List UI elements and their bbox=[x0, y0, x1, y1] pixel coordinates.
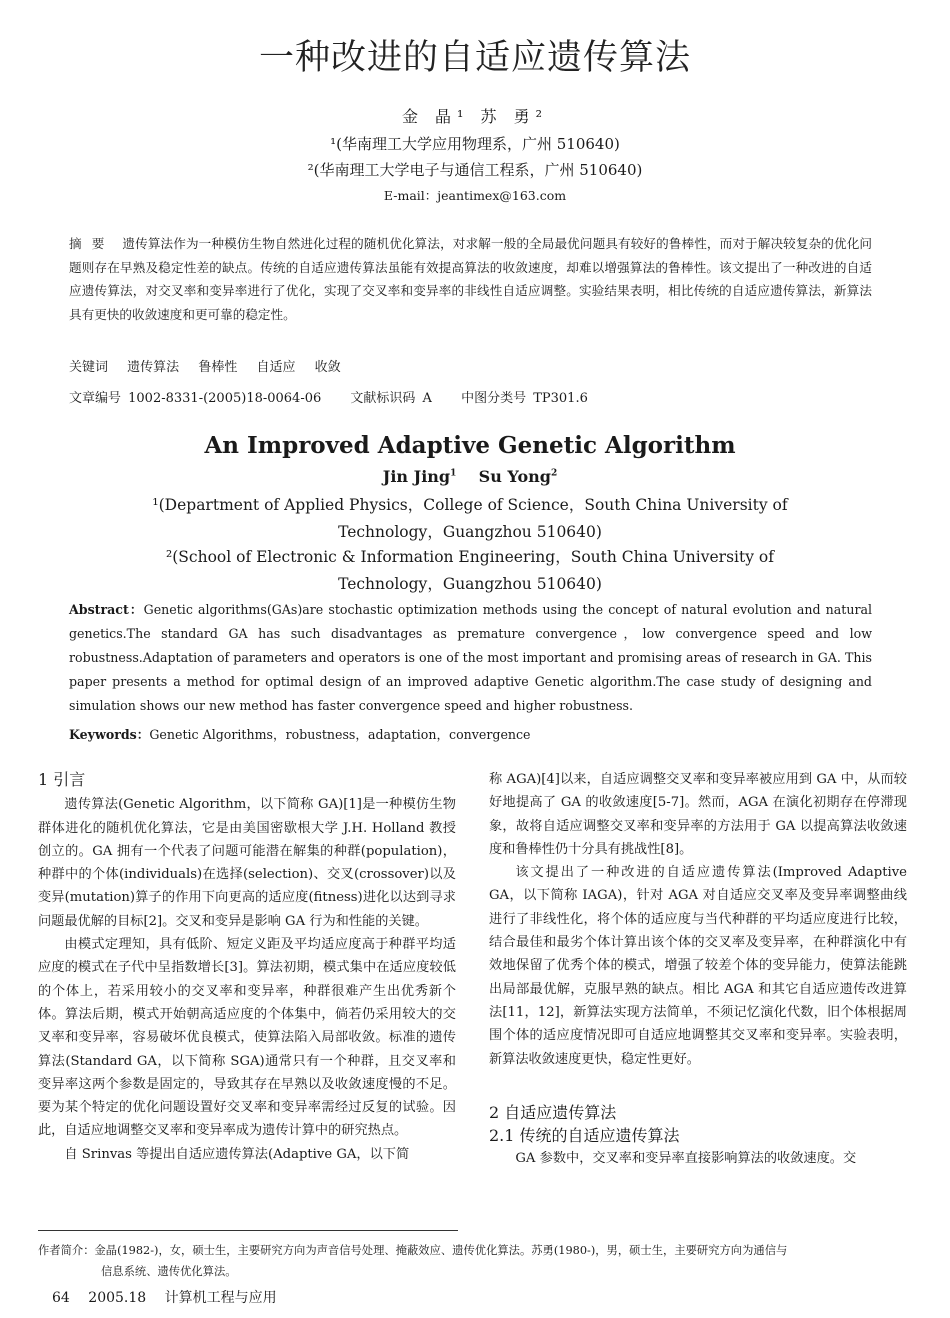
authors-chinese: 金 晶¹ 苏 勇² bbox=[401, 107, 549, 126]
author-footnote bbox=[38, 1240, 912, 1282]
affiliation-2-chinese: ²(华南理工大学电子与通信工程系，广州 510640) bbox=[307, 161, 643, 179]
abstract-label-english: Abstract： bbox=[69, 602, 144, 617]
abstract-chinese bbox=[69, 232, 872, 326]
section-1-paragraph-3: 自 Srinvas 等提出自适应遗传算法(Adaptive GA，以下简 bbox=[64, 1146, 410, 1162]
keywords-chinese bbox=[69, 356, 356, 375]
abstract-label-chinese: 摘要 bbox=[69, 236, 115, 251]
keywords-text-english: Genetic Algorithms，robustness，adaptation，convergence bbox=[149, 727, 531, 742]
author-2-superscript: 2 bbox=[550, 468, 558, 479]
article-number: 文章编号 1002-8331-(2005)18-0064-06 bbox=[69, 391, 322, 406]
body-column-left bbox=[38, 768, 456, 1166]
journal-name: 计算机工程与应用 bbox=[164, 1290, 277, 1306]
author-2-english: Su Yong bbox=[478, 467, 551, 486]
classification-number: 中图分类号 TP301.6 bbox=[461, 391, 588, 406]
author-1-superscript: 1 bbox=[450, 468, 457, 479]
keyword-item: 自适应 bbox=[256, 360, 296, 375]
keywords-label-english: Keywords： bbox=[69, 727, 150, 742]
article-metadata bbox=[69, 387, 610, 406]
section-1-paragraph-1: 遗传算法(Genetic Algorithm，以下简称 GA)[1]是一种模仿生物群体进化的随机优化算法，它是由美国密歇根大学 J.H. Holland 教授创立的。GA 拥有一个代表了问题可能潜在解集的种群(population)，种群中的个体(individuals)在选择(selection)、交叉(crossover)以及变异(mutation)算子的作用下向更高的适应度(fitness)进化以达到寻求问题最优解的目标[2]。交叉和变异是影响 GA 行为和性能的关键。 bbox=[38, 797, 456, 929]
section-2-1-heading: 2.1 传统的自适应遗传算法 bbox=[489, 1126, 680, 1146]
footnote-divider bbox=[38, 1230, 458, 1231]
section-2-1-paragraph-1: GA 参数中，交叉率和变异率直接影响算法的收敛速度。交 bbox=[515, 1151, 857, 1167]
affiliation-2-english: ²(School of Electronic & Information Engineering，South China University of Technology，Guangzhou 510640) bbox=[166, 548, 774, 593]
body-column-right bbox=[489, 768, 907, 1171]
author-email: E-mail：jeantimex@163.com bbox=[383, 188, 567, 203]
footnote-line-1: 作者简介：金晶(1982-)，女，硕士生，主要研究方向为声音信号处理、掩蔽效应、遗传优化算法。苏勇(1980-)，男，硕士生，主要研究方向为通信与 bbox=[38, 1244, 788, 1257]
keyword-item: 鲁棒性 bbox=[198, 360, 238, 375]
authors-english bbox=[0, 467, 940, 486]
section-1-paragraph-3-continued: 称 AGA)[4]以来，自适应调整交叉率和变异率被应用到 GA 中，从而较好地提高了 GA 的收敛速度[5-7]。然而，AGA 在演化初期存在停滞现象，故将自适应调整交叉率和变异率的方法用于 GA 以提高算法收敛速度和鲁棒性仍十分具有挑战性[8]。 bbox=[489, 772, 907, 857]
page-footer bbox=[52, 1287, 291, 1307]
affiliation-1-english: ¹(Department of Applied Physics，College of Science，South China University of Technology，Guangzhou 510640) bbox=[152, 496, 788, 541]
section-1-paragraph-4: 该文提出了一种改进的自适应遗传算法(Improved Adaptive GA，以下简称 IAGA)，针对 AGA 对自适应交叉率及变异率调整曲线进行了非线性化，将个体的适应度与当代种群的平均适应度进行比较，结合最佳和最劣个体计算出该个体的交叉率及变异率，在种群演化中有效地保留了优秀个体的模式，增强了较差个体的变异能力，使算法能跳出局部最优解，克服早熟的缺点。相比 AGA 和其它自适应遗传改进算法[11，12]，新算法实现方法简单，不须记忆演化代数，旧个体根据周围个体的适应度情况即可自适应地调整其交叉率和变异率。实验表明，新算法收敛速度更快，稳定性更好。 bbox=[489, 865, 907, 1067]
document-code: 文献标识码 A bbox=[350, 391, 432, 406]
keyword-item: 收敛 bbox=[314, 360, 341, 375]
section-1-heading: 1 引言 bbox=[38, 770, 86, 789]
title-chinese: 一种改进的自适应遗传算法 bbox=[258, 38, 691, 78]
page-number: 64 bbox=[52, 1290, 70, 1306]
keywords-english bbox=[69, 724, 531, 743]
section-2-heading: 2 自适应遗传算法 bbox=[489, 1102, 617, 1122]
author-1-english: Jin Jing bbox=[382, 467, 451, 486]
keyword-item: 遗传算法 bbox=[127, 360, 180, 375]
abstract-english bbox=[69, 598, 872, 718]
abstract-text-english: Genetic algorithms(GAs)are stochastic optimization methods using the concept of natural evolution and natural genetics.The standard GA has such disadvantages as premature convergence，low convergence speed and low robustness.Adaptation of parameters and operators is one of the most important and promising areas of research in GA. This paper presents a method for optimal design of an improved adaptive Genetic algorithm.The case study of designing and simulation shows our new method has faster convergence speed and higher robustness. bbox=[69, 602, 873, 713]
keywords-label-chinese: 关键词 bbox=[69, 360, 109, 375]
section-1-paragraph-2: 由模式定理知，具有低阶、短定义距及平均适应度高于种群平均适应度的模式在子代中呈指数增长[3]。算法初期，模式集中在适应度较低的个体上，若采用较小的交叉率和变异率，种群很难产生出优秀新个体。算法后期，模式开始朝高适应度的个体集中，倘若仍采用较大的交叉率和变异率，容易破坏优良模式，使算法陷入局部收敛。标准的遗传算法(Standard GA，以下简称 SGA)通常只有一个种群，且交叉率和变异率这两个参数是固定的，导致其存在早熟以及收敛速度慢的不足。要为某个特定的优化问题设置好交叉率和变异率需经过反复的试验。因此，自适应地调整交叉率和变异率成为遗传计算中的研究热点。 bbox=[38, 937, 456, 1139]
affiliation-1-chinese: ¹(华南理工大学应用物理系，广州 510640) bbox=[330, 135, 620, 153]
issue-number: 2005.18 bbox=[88, 1290, 147, 1306]
footnote-line-2: 信息系统、遗传优化算法。 bbox=[101, 1265, 237, 1278]
abstract-text-chinese: 遗传算法作为一种模仿生物自然进化过程的随机优化算法，对求解一般的全局最优问题具有较好的鲁棒性，而对于解决较复杂的优化问题则存在早熟及稳定性差的缺点。传统的自适应遗传算法虽能有效提高算法的收敛速度，却难以增强算法的鲁棒性。该文提出了一种改进的自适应遗传算法，对交叉率和变异率进行了优化，实现了交叉率和变异率的非线性自适应调整。实验结果表明，相比传统的自适应遗传算法，新算法具有更快的收敛速度和更可靠的稳定性。 bbox=[69, 236, 873, 322]
title-english: An Improved Adaptive Genetic Algorithm bbox=[204, 432, 736, 459]
